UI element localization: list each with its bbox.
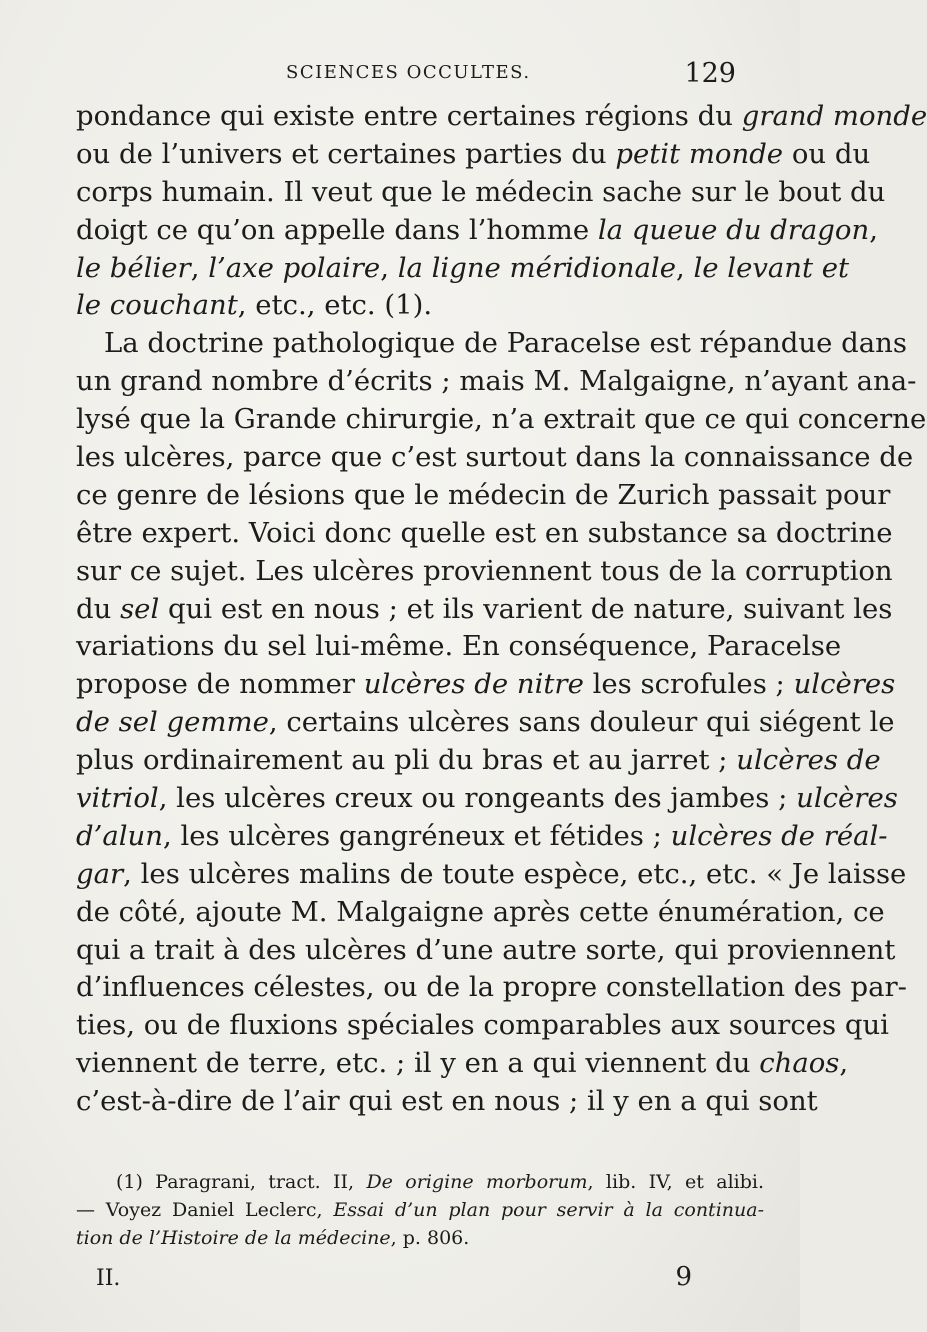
text-line	[76, 704, 895, 742]
text-run: viennent de terre, etc. ; il y en a qui viennent du	[76, 1047, 760, 1080]
text-line	[76, 818, 888, 856]
sheet-signature: 9	[675, 1262, 692, 1292]
text-run: être expert. Voici donc quelle est en substance sa doctrine	[76, 516, 893, 549]
running-title: SCIENCES OCCULTES.	[286, 62, 531, 83]
signature-line	[96, 1262, 692, 1298]
text-run: ,	[675, 251, 694, 284]
italic-run: la queue du dragon	[597, 213, 870, 246]
text-run: , les ulcères gangréneux et fétides ;	[162, 819, 671, 852]
italic-run: ulcères de nitre	[363, 668, 584, 701]
volume-mark: II.	[96, 1266, 121, 1291]
text-line	[76, 515, 893, 553]
text-run: d’influences célestes, ou de la propre constellation des par-	[76, 971, 907, 1004]
text-run: sur ce sujet. Les ulcères proviennent tous de la corruption	[76, 554, 893, 587]
text-line	[76, 136, 871, 174]
footnote-line	[76, 1196, 764, 1224]
text-line	[76, 969, 907, 1007]
text-line	[76, 780, 898, 818]
text-run: ,	[380, 251, 398, 284]
text-run: ,	[869, 213, 878, 246]
text-run: — Voyez Daniel Leclerc,	[76, 1199, 334, 1221]
italic-run: ulcères	[796, 782, 898, 815]
text-line	[76, 553, 893, 591]
italic-run: la ligne méridionale	[397, 251, 676, 284]
text-line	[76, 98, 927, 136]
italic-run: l’axe polaire	[208, 251, 381, 284]
italic-run: Essai d’un plan pour servir à la continua-	[333, 1199, 764, 1221]
italic-run: de sel gemme	[76, 706, 269, 739]
text-line	[76, 287, 764, 325]
text-line	[76, 742, 881, 780]
text-run: qui a trait à des ulcères d’une autre sorte, qui proviennent	[76, 933, 896, 966]
text-run: plus ordinairement au pli du bras et au jarret ;	[76, 744, 737, 777]
italic-run: ulcères	[793, 668, 896, 701]
text-run: , p. 806.	[390, 1227, 470, 1249]
italic-run: le bélier	[76, 251, 191, 284]
body-text	[76, 98, 927, 1121]
text-line	[76, 856, 907, 894]
text-run: , les ulcères malins de toute espèce, etc., etc. « Je laisse	[123, 857, 907, 890]
text-line	[76, 477, 891, 515]
italic-run: De origine morborum	[366, 1171, 588, 1193]
text-run: propose de nommer	[76, 668, 364, 701]
italic-run: ulcères de	[736, 744, 881, 777]
text-run: , les ulcères creux ou rongeants des jambes ;	[158, 782, 797, 815]
text-run: ou du	[783, 137, 871, 170]
text-run: ou de l’univers et certaines parties du	[76, 137, 616, 170]
footnote-line	[76, 1224, 764, 1252]
text-run: , lib. IV, et alibi.	[587, 1171, 765, 1193]
text-run: c’est-à-dire de l’air qui est en nous ; il y en a qui sont	[76, 1085, 818, 1118]
text-run: doigt ce qu’on appelle dans l’homme	[76, 213, 598, 246]
italic-run: gar	[76, 857, 124, 890]
text-run: (1) Paragrani, tract. II,	[116, 1171, 367, 1193]
text-line	[76, 591, 893, 629]
text-run: du	[76, 592, 121, 625]
footnotes	[76, 1168, 764, 1252]
text-line	[76, 363, 917, 401]
text-run: qui est en nous ; et ils varient de nature, suivant les	[159, 592, 893, 625]
text-line	[76, 1083, 818, 1121]
text-run: variations du sel lui-même. En conséquence, Paracelse	[76, 630, 842, 663]
italic-run: tion de l’Histoire de la médecine	[76, 1227, 391, 1249]
text-run: , etc., etc. (1).	[237, 289, 433, 322]
text-line	[76, 250, 850, 288]
text-run: , certains ulcères sans douleur qui siégent le	[268, 706, 895, 739]
text-run: de côté, ajoute M. Malgaigne après cette énumération, ce	[76, 895, 885, 928]
italic-run: petit monde	[615, 137, 784, 170]
footnote-line	[76, 1168, 764, 1196]
text-line	[76, 439, 914, 477]
text-line	[76, 932, 896, 970]
page-number: 129	[684, 58, 736, 89]
text-line	[76, 325, 907, 363]
italic-run: sel	[120, 592, 160, 625]
italic-run: vitriol	[76, 782, 159, 815]
text-run: ties, ou de fluxions spéciales comparables aux sources qui	[76, 1009, 889, 1042]
text-line	[76, 666, 896, 704]
text-run: corps humain. Il veut que le médecin sache sur le bout du	[76, 175, 886, 208]
italic-run: le couchant	[76, 289, 238, 322]
text-run: ,	[839, 1047, 849, 1080]
italic-run: ulcères de réal-	[670, 819, 888, 852]
text-line	[76, 401, 927, 439]
italic-run: chaos	[759, 1047, 840, 1080]
text-line	[76, 628, 842, 666]
text-run: ce genre de lésions que le médecin de Zurich passait pour	[76, 478, 891, 511]
text-run: un grand nombre d’écrits ; mais M. Malgaigne, n’ayant ana-	[76, 365, 917, 398]
text-run: les scrofules ;	[583, 668, 794, 701]
italic-run: d’alun	[76, 819, 163, 852]
text-run: les ulcères, parce que c’est surtout dans la connaissance de	[76, 441, 914, 474]
italic-run: le levant et	[693, 251, 850, 284]
text-line	[76, 894, 885, 932]
text-line	[76, 212, 878, 250]
text-line	[76, 174, 886, 212]
text-line	[76, 1045, 849, 1083]
italic-run: grand monde	[741, 100, 927, 132]
text-run: ,	[190, 251, 209, 284]
text-line	[76, 1007, 889, 1045]
text-run: lysé que la Grande chirurgie, n’a extrait que ce qui concerne	[76, 403, 927, 436]
text-run: La doctrine pathologique de Paracelse est répandue dans	[104, 327, 907, 360]
running-head	[76, 58, 754, 92]
text-run: pondance qui existe entre certaines régions du	[76, 100, 742, 132]
